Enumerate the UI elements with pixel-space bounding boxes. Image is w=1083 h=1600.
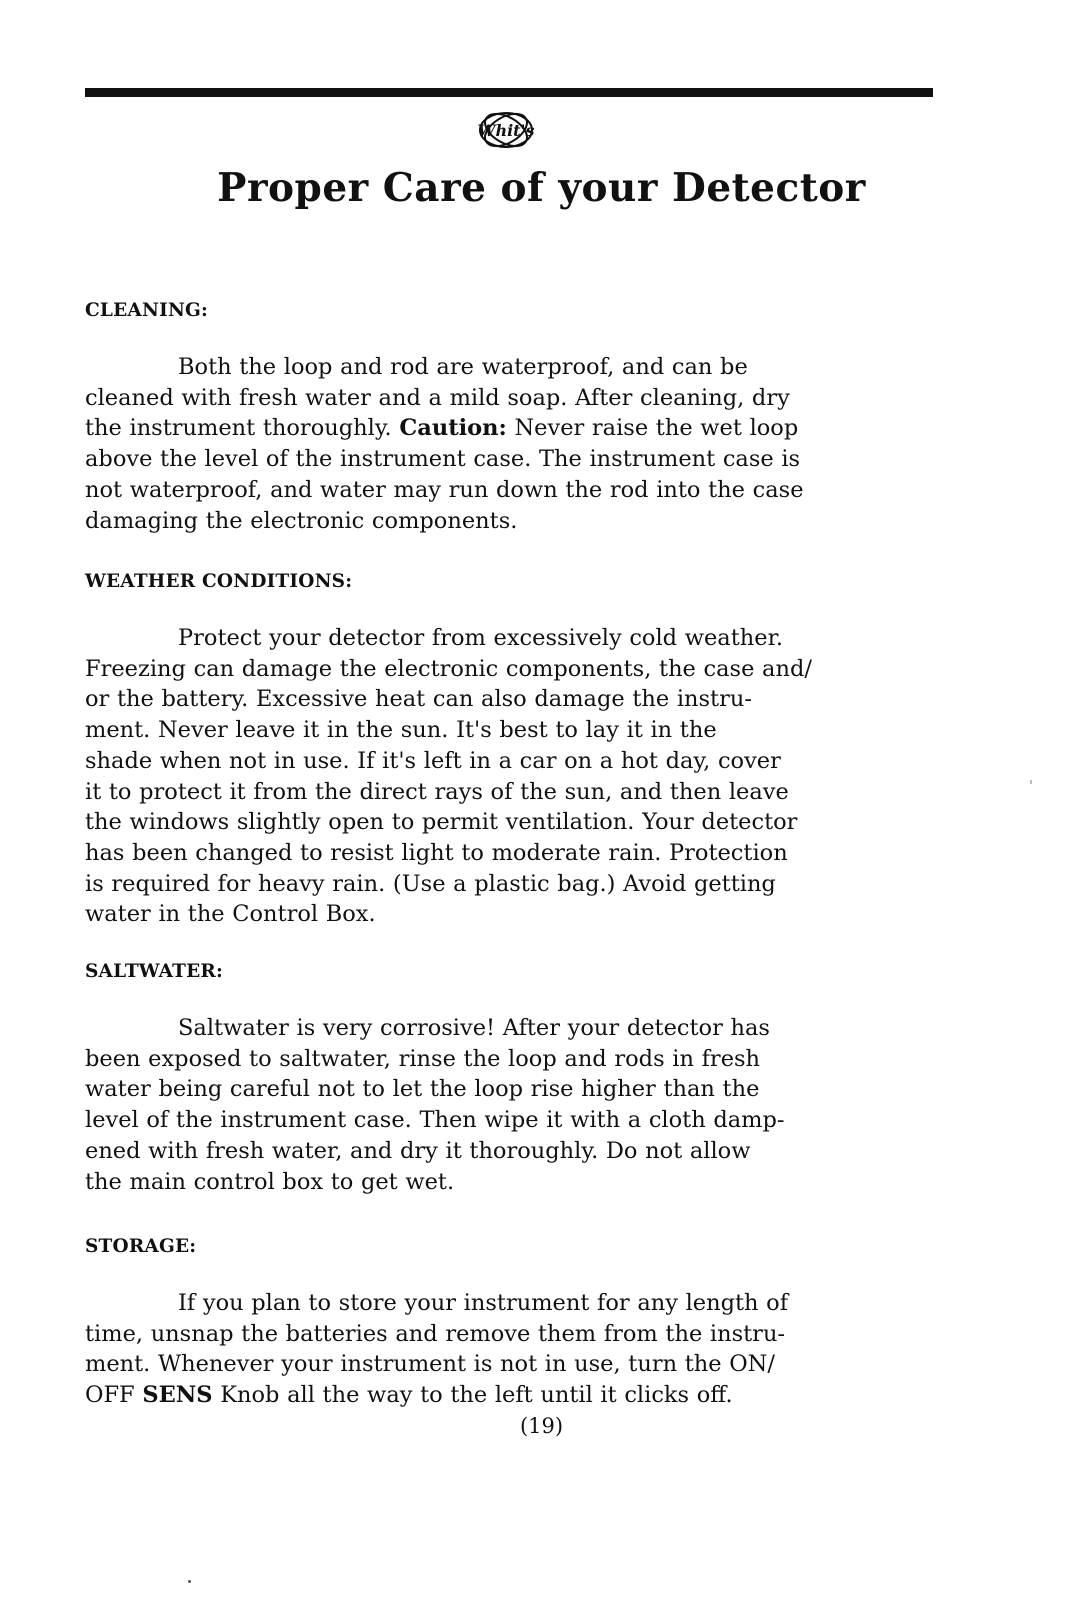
section-heading-saltwater: SALTWATER: [85,961,223,982]
text-line: been exposed to saltwater, rinse the loop and rods in fresh [85,1045,761,1072]
section-heading-cleaning: CLEANING: [85,300,209,321]
text-line: has been changed to resist light to moderate rain. Protection [85,839,788,866]
text-line: Both the loop and rod are waterproof, and can be [178,354,748,380]
scan-mark [1030,780,1032,784]
scan-dot [188,1580,191,1583]
section-body-cleaning [85,352,935,536]
text-line: damaging the electronic components. [85,507,518,534]
text-fragment: Knob all the way to the left until it clicks off. [212,1382,733,1409]
text-line: Protect your detector from excessively cold weather. [178,625,784,651]
sens-label: SENS [142,1382,213,1409]
section-body-weather [85,623,935,930]
text-line: water being careful not to let the loop rise higher than the [85,1076,760,1103]
caution-label: Caution: [399,415,507,442]
text-line: ment. Whenever your instrument is not in use, turn the ON/ [85,1351,775,1378]
text-line: ened with fresh water, and dry it thoroughly. Do not allow [85,1137,751,1164]
text-line: time, unsnap the batteries and remove them from the instru- [85,1320,786,1347]
section-heading-storage: STORAGE: [85,1236,197,1257]
text-line: not waterproof, and water may run down the rod into the case [85,476,804,503]
text-line: ment. Never leave it in the sun. It's best to lay it in the [85,717,717,744]
text-line-with-sens [85,1380,935,1411]
section-body-storage [85,1288,935,1411]
text-line: Saltwater is very corrosive! After your detector has [178,1015,770,1041]
text-line: the main control box to get wet. [85,1168,455,1195]
text-line: Freezing can damage the electronic components, the case and/ [85,655,812,682]
whites-logo-icon [458,104,554,156]
text-line: water in the Control Box. [85,901,376,928]
text-line: shade when not in use. If it's left in a car on a hot day, cover [85,747,781,774]
svg-text:Whit's: Whit's [477,121,535,140]
page-title: Proper Care of your Detector [217,165,866,211]
section-heading-weather: WEATHER CONDITIONS: [85,571,353,592]
text-line: is required for heavy rain. (Use a plastic bag.) Avoid getting [85,870,776,897]
text-line: or the battery. Excessive heat can also damage the instru- [85,686,752,713]
text-fragment: Never raise the wet loop [506,415,799,442]
text-line: it to protect it from the direct rays of the sun, and then leave [85,778,789,805]
text-fragment: OFF [85,1382,143,1409]
text-fragment: the instrument thoroughly. [85,415,392,442]
text-line: If you plan to store your instrument for any length of [178,1290,789,1316]
text-line: cleaned with fresh water and a mild soap. After cleaning, dry [85,384,790,411]
text-line: level of the instrument case. Then wipe it with a cloth damp- [85,1107,785,1134]
page-number: (19) [519,1414,564,1438]
section-body-saltwater [85,1013,935,1197]
text-line: the windows slightly open to permit ventilation. Your detector [85,809,798,836]
text-line: above the level of the instrument case. The instrument case is [85,446,801,473]
top-rule [85,88,933,97]
text-line-with-caution [85,413,935,444]
